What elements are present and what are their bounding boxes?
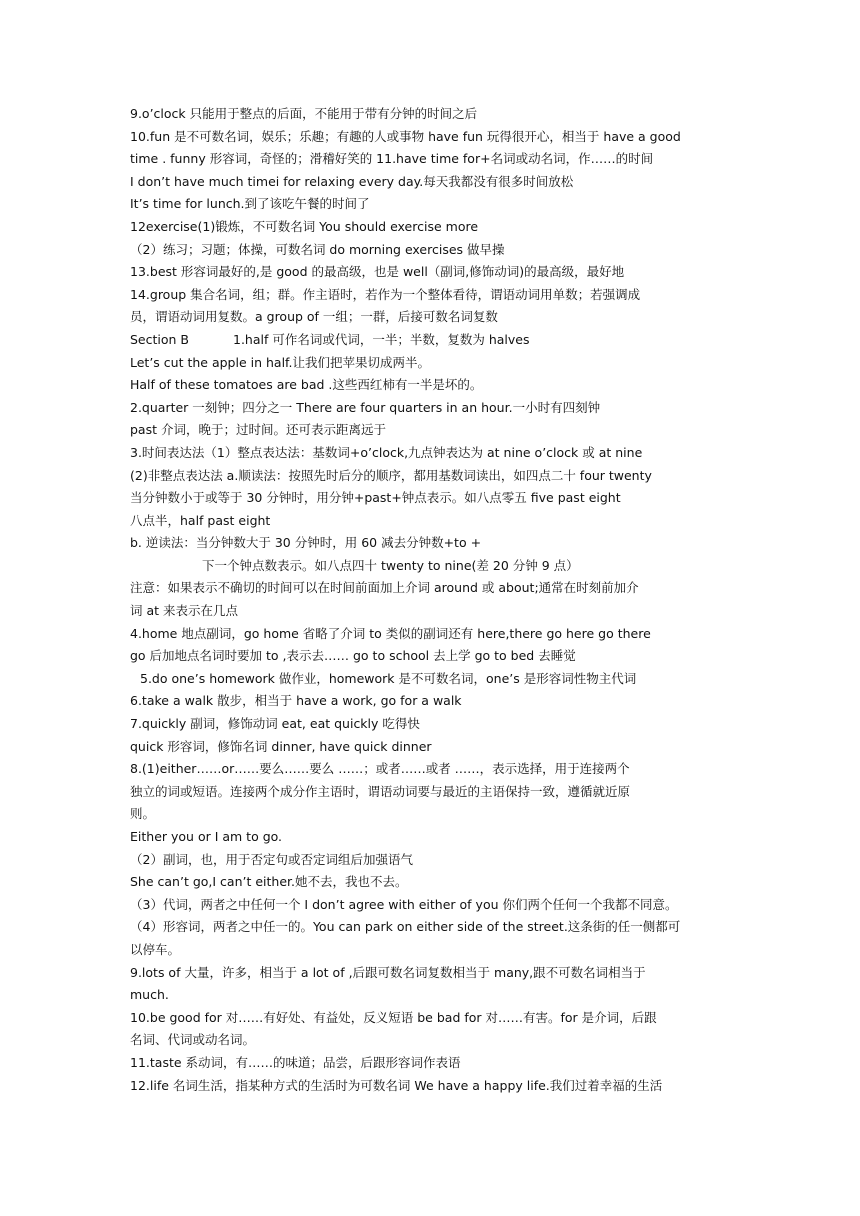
- text-line: 10.fun 是不可数名词，娱乐；乐趣；有趣的人或事物 have fun 玩得很开心，相当于 have a good: [130, 128, 681, 144]
- text-line: b. 逆读法：当分钟数大于 30 分钟时，用 60 减去分钟数+to +: [130, 535, 482, 551]
- text-line: I don’t have much timei for relaxing every day.每天我都没有很多时间放松: [130, 173, 574, 189]
- text-line: Either you or I am to go.: [130, 829, 283, 844]
- text-line: （4）形容词，两者之中任一的。You can park on either side of the street.这条街的任一侧都可: [130, 919, 681, 935]
- text-line: 3.时间表达法（1）整点表达法：基数词+o’clock,九点钟表达为 at nine o’clock 或 at nine: [130, 444, 643, 460]
- text-line: 下一个钟点数表示。如八点四十 twenty to nine(差 20 分钟 9 点）: [202, 557, 579, 573]
- text-line: （3）代词，两者之中任何一个 I don’t agree with either of you 你们两个任何一个我都不同意。: [130, 896, 678, 912]
- text-line: 2.quarter 一刻钟；四分之一 There are four quarters in an hour.一小时有四刻钟: [130, 399, 601, 415]
- text-line: 1.half 可作名词或代词，一半；半数，复数为 halves: [233, 331, 530, 347]
- text-line: (2)非整点表达法 a.顺读法：按照先时后分的顺序，都用基数词读出，如四点二十 four twenty: [130, 467, 652, 483]
- text-line: （2）副词，也，用于否定句或否定词组后加强语气: [130, 851, 413, 867]
- text-line: It’s time for lunch.到了该吃午餐的时间了: [130, 196, 370, 212]
- document-body: [130, 103, 732, 1097]
- text-line: 4.home 地点副词，go home 省略了介词 to 类似的副词还有 here,there go here go there: [130, 625, 651, 641]
- text-line: go 后加地点名词时要加 to ,表示去…… go to school 去上学 go to bed 去睡觉: [130, 648, 576, 664]
- text-line: Half of these tomatoes are bad .这些西红柿有一半是坏的。: [130, 377, 483, 393]
- text-line: quick 形容词，修饰名词 dinner, have quick dinner: [130, 738, 432, 754]
- text-line: 7.quickly 副词，修饰动词 eat, eat quickly 吃得快: [130, 716, 420, 732]
- text-line: 9.o’clock 只能用于整点的后面，不能用于带有分钟的时间之后: [130, 106, 478, 121]
- text-line: much.: [130, 987, 169, 1003]
- text-line: 11.taste 系动词，有……的味道；品尝，后跟形容词作表语: [130, 1054, 461, 1070]
- text-line: 13.best 形容词最好的,是 good 的最高级，也是 well（副词,修饰动词)的最高级，最好地: [130, 264, 625, 280]
- text-line: 9.lots of 大量，许多，相当于 a lot of ,后跟可数名词复数相当于 many,跟不可数名词相当于: [130, 964, 646, 980]
- section-heading: Section B: [130, 331, 189, 347]
- text-line: 八点半，half past eight: [130, 512, 271, 528]
- text-line: 8.(1)either……or……要么……要么 ……；或者……或者 ……，表示选择，用于连接两个: [130, 761, 630, 777]
- text-line: 词 at 来表示在几点: [130, 603, 239, 619]
- section-b-line: [130, 329, 732, 352]
- text-line: 则。: [130, 806, 156, 822]
- text-line: past 介词，晚于；过时间。还可表示距离远于: [130, 422, 386, 438]
- text-line: 注意：如果表示不确切的时间可以在时间前面加上介词 around 或 about;通常在时刻前加介: [130, 580, 639, 596]
- text-line: 5.do one’s homework 做作业，homework 是不可数名词，one’s 是形容词性物主代词: [140, 670, 637, 686]
- text-line: She can’t go,I can’t either.她不去，我也不去。: [130, 874, 408, 890]
- text-line: 6.take a walk 散步，相当于 have a work, go for a walk: [130, 693, 462, 709]
- text-line: 员，谓语动词用复数。a group of 一组；一群，后接可数名词复数: [130, 309, 498, 325]
- text-line: 12.life 名词生活，指某种方式的生活时为可数名词 We have a happy life.我们过着幸福的生活: [130, 1077, 663, 1093]
- text-line: 10.be good for 对……有好处、有益处，反义短语 be bad for 对……有害。for 是介词，后跟: [130, 1009, 657, 1025]
- text-line: 名词、代词或动名词。: [130, 1032, 256, 1048]
- text-line: 14.group 集合名词，组；群。作主语时，若作为一个整体看待，谓语动词用单数；若强调成: [130, 286, 641, 302]
- text-line: 当分钟数小于或等于 30 分钟时，用分钟+past+钟点表示。如八点零五 five past eight: [130, 490, 621, 506]
- text-line: Let’s cut the apple in half.让我们把苹果切成两半。: [130, 354, 431, 370]
- text-line: 独立的词或短语。连接两个成分作主语时，谓语动词要与最近的主语保持一致，遵循就近原: [130, 783, 631, 799]
- text-line: time . funny 形容词，奇怪的；滑稽好笑的 11.have time for+名词或动名词，作……的时间: [130, 151, 654, 167]
- text-line: （2）练习；习题；体操，可数名词 do morning exercises 做早操: [130, 241, 505, 257]
- text-line: 以停车。: [130, 941, 181, 957]
- text-line: 12exercise(1)锻炼，不可数名词 You should exercise more: [130, 218, 479, 234]
